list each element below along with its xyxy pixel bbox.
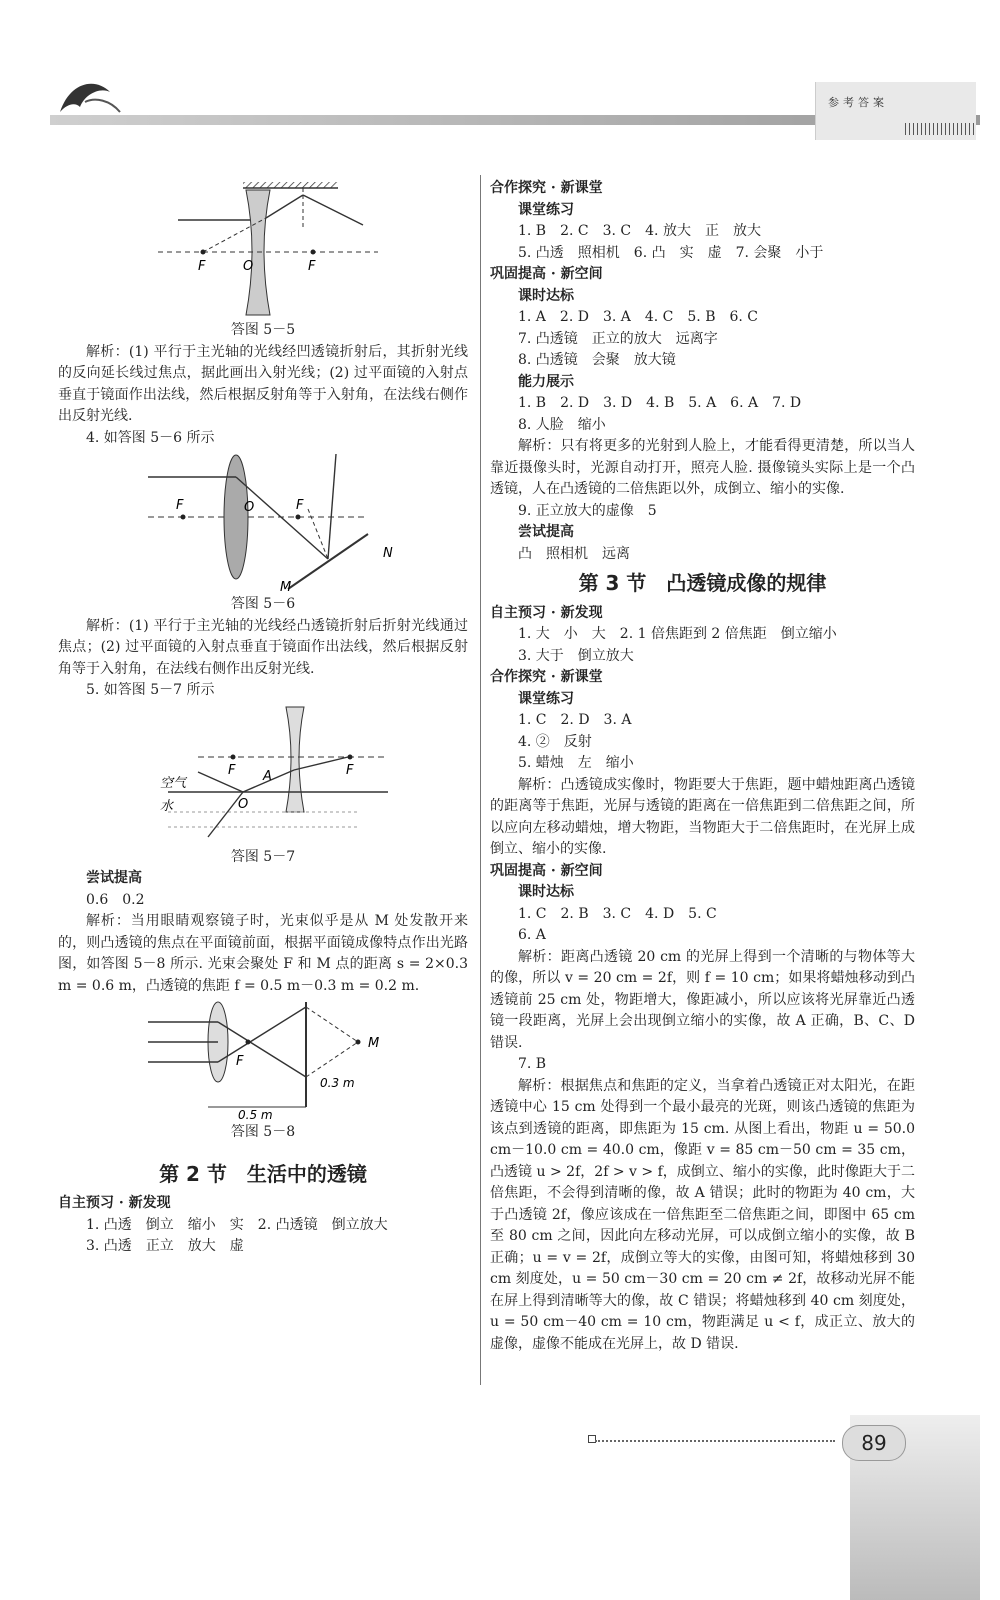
fig58-label-05m: 0.5 m bbox=[238, 1108, 273, 1122]
o-line2: 6. A bbox=[518, 927, 546, 943]
fig56-explanation: 解析：(1) 平行于主光轴的光线经凸透镜折射后折射光线通过焦点；(2) 过平面镜的入射点垂直于镜面作出法线，然后根据反射角等于入射角，在法线右侧作出反射光线. bbox=[58, 617, 468, 677]
section-3-title: 第 3 节 凸透镜成像的规律 bbox=[578, 571, 827, 595]
o-line3: 7. B bbox=[518, 1056, 547, 1072]
footer-dotted-line bbox=[595, 1440, 835, 1442]
header-ticks bbox=[905, 123, 975, 135]
c-line3: 5. 蜡烛 左 缩小 bbox=[518, 755, 634, 771]
fig55-caption: 答图 5－5 bbox=[230, 322, 296, 338]
page-number: 89 bbox=[842, 1425, 906, 1461]
fig58-label-m: M bbox=[368, 1036, 380, 1051]
try-explanation: 解析：当用眼睛观察镜子时，光束似乎是从 M 处发散开来的，则凸透镜的焦点在平面镜前面，根据平面镜成像特点作出光路图，如答图 5－8 所示. 光束会聚处 F 和 M 点的距离 s = 2×0.3 m = 0.6 m，凸透镜的焦距 f = 0.5 m－0.3 m = 0.2 m. bbox=[58, 913, 468, 994]
ot-line3: 8. 凸透镜 会聚 放大镜 bbox=[518, 352, 676, 368]
pre-line1: 1. 大 小 大 2. 1 倍焦距到 2 倍焦距 倒立缩小 bbox=[518, 626, 837, 642]
right-try-answer: 凸 照相机 远离 bbox=[518, 545, 630, 562]
consol2-title: 巩固提高 · 新空间 bbox=[490, 862, 603, 879]
ontime-title: 课时达标 bbox=[518, 287, 574, 304]
o-explanation: 解析：距离凸透镜 20 cm 的光屏上得到一个清晰的与物体等大的像，所以 v = 20 cm = 2f，则 f = 10 cm；如果将蜡烛移动到凸透镜前 25 cm 处，物距增大，像距减小，所以应该将光屏靠近凸透镜一段距离，光屏上会出现倒立缩小的实像，故 A 正确，B、C、D 错误. bbox=[490, 948, 915, 1051]
right-try-title: 尝试提高 bbox=[518, 524, 574, 540]
fig55-explanation: 解析：(1) 平行于主光轴的光线经凹透镜折射后，其折射光线的反向延长线过焦点，据此画出入射光线；(2) 过平面镜的入射点垂直于镜面作出法线，然后根据反射角等于入射角，在法线右侧作出反射光线. bbox=[58, 343, 468, 424]
coop-title: 合作探究 · 新课堂 bbox=[490, 180, 603, 196]
ontime2-title: 课时达标 bbox=[518, 884, 574, 900]
ab-line1: 1. B 2. D 3. D 4. B 5. A 6. A 7. D bbox=[518, 395, 802, 411]
q5-text: 5. 如答图 5－7 所示 bbox=[86, 682, 215, 698]
ab-explanation: 解析：只有将更多的光射到人脸上，才能看得更清楚，所以当人靠近摄像头时，光源自动打开，照亮人脸. 摄像镜头实际上是一个凸透镜，人在凸透镜的二倍焦距以外，成倒立、缩小的实像. bbox=[490, 438, 915, 497]
fig57-label-o: O bbox=[238, 796, 249, 812]
try-answer: 0.6 0.2 bbox=[86, 891, 145, 908]
fig58-label-03m: 0.3 m bbox=[320, 1076, 355, 1090]
bird-logo-icon bbox=[55, 72, 125, 120]
section-2-title: 第 2 节 生活中的透镜 bbox=[159, 1161, 367, 1186]
fig57-caption: 答图 5－7 bbox=[230, 848, 296, 865]
pre-title: 自主预习 · 新发现 bbox=[490, 604, 603, 621]
fig56-label-n: N bbox=[383, 546, 393, 561]
figure-5-6 bbox=[58, 449, 468, 594]
ab-line3: 9. 正立放大的虚像 5 bbox=[518, 502, 657, 519]
o-line1: 1. C 2. B 3. C 4. D 5. C bbox=[518, 905, 717, 922]
fig56-caption: 答图 5－6 bbox=[230, 596, 296, 612]
diagram-5-5 bbox=[58, 170, 468, 320]
fig57-label-f1: F bbox=[228, 762, 236, 778]
sec2-line1: 1. 凸透 倒立 缩小 实 2. 凸透镜 倒立放大 bbox=[86, 1216, 388, 1233]
fig57-label-water: 水 bbox=[160, 798, 174, 814]
ce-line1: 1. B 2. C 3. C 4. 放大 正 放大 bbox=[518, 223, 761, 239]
figure-5-5 bbox=[58, 170, 468, 320]
fig56-label-m: M bbox=[280, 580, 292, 594]
fig57-label-a: A bbox=[263, 768, 272, 784]
figure-5-7 bbox=[58, 702, 468, 847]
ability-title: 能力展示 bbox=[518, 373, 574, 390]
q4-text: 4. 如答图 5－6 所示 bbox=[86, 429, 215, 446]
class-ex-title: 课堂练习 bbox=[518, 201, 574, 218]
header-title: 参考答案 bbox=[828, 96, 888, 109]
try-title: 尝试提高 bbox=[86, 870, 142, 886]
fig56-label-f2: F bbox=[296, 498, 304, 513]
fig58-caption: 答图 5－8 bbox=[230, 1124, 296, 1140]
ot-line1: 1. A 2. D 3. A 4. C 5. B 6. C bbox=[518, 309, 759, 325]
o3-explanation: 解析：根据焦点和焦距的定义，当拿着凸透镜正对太阳光，在距透镜中心 15 cm 处得到一个最小最亮的光斑，则该凸透镜的焦距为该点到透镜的距离，即焦距为 15 cm. 从图上看出，物距 u = 50.0 cm－10.0 cm = 40.0 cm，像距 v = 85 cm－50 cm = 35 cm，凸透镜 u > 2f，2f > v > f，成倒立、缩小的实像，此时像距大于二倍焦距，不会得到清晰的像，故 A 错误；此时的物距为 40 cm，大于凸透镜 2f，像应该成在一倍焦距至二倍焦距之间，即图中 65 cm 至 80 cm 之间，因此向左移动光屏，可以成倒立缩小的实像，故 B 正确；u = v = 2f，成倒立等大的实像，由图可知，将蜡烛移到 30 cm 刻度处，u = 50 cm－30 cm = 20 cm ≠ 2f，故移动光屏不能在屏上得到清晰等大的像，故 C 错误；将蜡烛移到 40 cm 刻度处，u = 50 cm－40 cm = 10 cm，物距满足 u < f，成正立、放大的虚像，虚像不能成在光屏上，故 D 错误. bbox=[490, 1077, 915, 1352]
fig55-label-f2: F bbox=[308, 259, 316, 274]
diagram-5-7 bbox=[58, 702, 468, 847]
sec2-line2: 3. 凸透 正立 放大 虚 bbox=[86, 1238, 244, 1254]
ce-line2: 5. 凸透 照相机 6. 凸 实 虚 7. 会聚 小于 bbox=[518, 244, 824, 261]
c-explanation: 解析：凸透镜成实像时，物距要大于焦距，题中蜡烛距离凸透镜的距离等于焦距，光屏与透镜的距离在一倍焦距到二倍焦距之间，所以应向左移动蜡烛，增大物距，当物距大于二倍焦距时，在光屏上成倒立、缩小的实像. bbox=[490, 776, 915, 857]
ab-line2: 8. 人脸 缩小 bbox=[518, 416, 606, 433]
sec2-preview-title: 自主预习 · 新发现 bbox=[58, 1195, 171, 1211]
consol-title: 巩固提高 · 新空间 bbox=[490, 266, 603, 282]
pre-line2: 3. 大于 倒立放大 bbox=[518, 647, 634, 664]
right-column bbox=[490, 178, 915, 1355]
c-line2: 4. ② 反射 bbox=[518, 733, 592, 750]
fig57-label-air: 空气 bbox=[160, 775, 187, 791]
fig57-label-f2: F bbox=[346, 762, 354, 778]
fig56-label-o: O bbox=[244, 500, 255, 515]
coop2-title: 合作探究 · 新课堂 bbox=[490, 669, 603, 685]
fig55-label-f1: F bbox=[198, 259, 206, 274]
fig58-label-f: F bbox=[236, 1054, 244, 1069]
class-ex2-title: 课堂练习 bbox=[518, 690, 574, 707]
c-line1: 1. C 2. D 3. A bbox=[518, 712, 632, 728]
figure-5-8 bbox=[58, 997, 468, 1122]
fig56-label-f1: F bbox=[176, 498, 184, 513]
diagram-5-8 bbox=[58, 997, 468, 1122]
column-divider bbox=[480, 175, 481, 1385]
diagram-5-6 bbox=[58, 449, 468, 594]
ot-line2: 7. 凸透镜 正立的放大 远离字 bbox=[518, 330, 718, 347]
fig55-label-o: O bbox=[243, 259, 254, 274]
left-column bbox=[58, 170, 468, 1258]
